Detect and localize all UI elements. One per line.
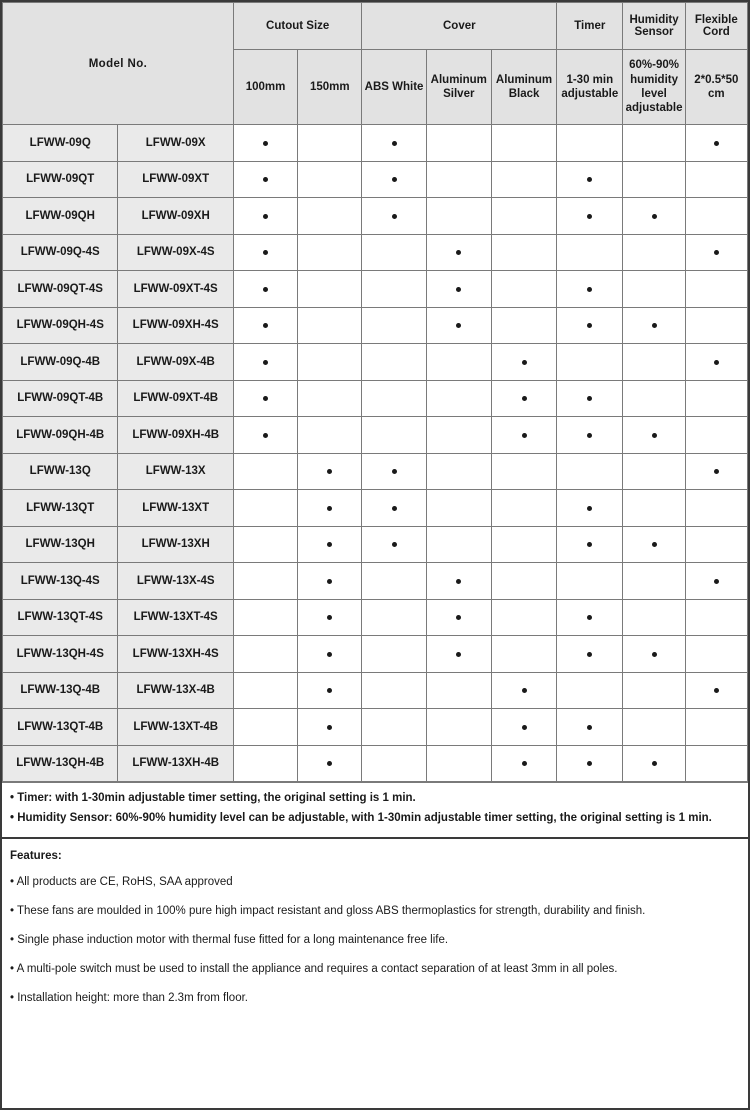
- feature-mark-cell: [491, 599, 556, 636]
- feature-mark-cell: [426, 198, 491, 235]
- feature-mark-cell: [491, 125, 556, 162]
- dot-icon: [392, 506, 397, 511]
- table-row: [3, 307, 748, 344]
- feature-mark-cell: [685, 453, 747, 490]
- feature-mark-cell: [557, 417, 623, 454]
- feature-mark-cell: [685, 490, 747, 527]
- model-code-secondary: LFWW-09X-4S: [118, 234, 233, 271]
- feature-mark-cell: [491, 745, 556, 782]
- feature-mark-cell: [685, 271, 747, 308]
- feature-mark-cell: [426, 161, 491, 198]
- dot-icon: [587, 214, 592, 219]
- feature-mark-cell: [491, 344, 556, 381]
- feature-mark-cell: [491, 453, 556, 490]
- feature-mark-cell: [623, 344, 685, 381]
- feature-mark-cell: [362, 672, 426, 709]
- feature-mark-cell: [685, 125, 747, 162]
- group-header-humidity-sensor: Humidity Sensor: [623, 3, 685, 50]
- feature-mark-cell: [623, 453, 685, 490]
- feature-mark-cell: [298, 161, 362, 198]
- table-body: [3, 125, 748, 782]
- feature-mark-cell: [233, 271, 297, 308]
- feature-mark-cell: [557, 307, 623, 344]
- model-no-header: Model No.: [3, 3, 234, 125]
- dot-icon: [587, 287, 592, 292]
- model-code-secondary: LFWW-13XH-4B: [118, 745, 233, 782]
- feature-mark-cell: [491, 526, 556, 563]
- dot-icon: [456, 652, 461, 657]
- feature-mark-cell: [685, 417, 747, 454]
- dot-icon: [587, 396, 592, 401]
- feature-mark-cell: [362, 380, 426, 417]
- feature-mark-cell: [362, 234, 426, 271]
- table-row: [3, 161, 748, 198]
- dot-icon: [263, 141, 268, 146]
- model-code-primary: LFWW-09QH-4B: [3, 417, 118, 454]
- feature-mark-cell: [623, 161, 685, 198]
- feature-mark-cell: [362, 526, 426, 563]
- specification-table: [2, 2, 748, 782]
- dot-icon: [392, 469, 397, 474]
- model-code-primary: LFWW-13Q: [3, 453, 118, 490]
- feature-mark-cell: [233, 599, 297, 636]
- feature-mark-cell: [685, 344, 747, 381]
- dot-icon: [456, 579, 461, 584]
- model-code-secondary: LFWW-09X: [118, 125, 233, 162]
- feature-mark-cell: [426, 526, 491, 563]
- feature-mark-cell: [557, 745, 623, 782]
- feature-mark-cell: [233, 672, 297, 709]
- dot-icon: [263, 323, 268, 328]
- dot-icon: [587, 615, 592, 620]
- feature-mark-cell: [623, 526, 685, 563]
- dot-icon: [327, 615, 332, 620]
- feature-mark-cell: [362, 198, 426, 235]
- feature-mark-cell: [557, 380, 623, 417]
- subheader-150mm: 150mm: [298, 50, 362, 125]
- feature-mark-cell: [298, 234, 362, 271]
- feature-mark-cell: [298, 344, 362, 381]
- feature-mark-cell: [491, 307, 556, 344]
- model-code-secondary: LFWW-13XH: [118, 526, 233, 563]
- feature-mark-cell: [557, 636, 623, 673]
- feature-item: • A multi-pole switch must be used to install the appliance and requires a contact separation of at least 3mm in all poles.: [10, 962, 618, 975]
- feature-mark-cell: [362, 271, 426, 308]
- feature-mark-cell: [298, 490, 362, 527]
- subheader-timer-range: 1-30 min adjustable: [557, 50, 623, 125]
- note-humidity-sensor: • Humidity Sensor: 60%-90% humidity level can be adjustable, with 1-30min adjustable timer setting, the original setting is 1 min.: [10, 812, 712, 825]
- feature-mark-cell: [685, 745, 747, 782]
- dot-icon: [327, 761, 332, 766]
- dot-icon: [587, 725, 592, 730]
- feature-mark-cell: [557, 490, 623, 527]
- dot-icon: [587, 761, 592, 766]
- subheader-abs-white: ABS White: [362, 50, 426, 125]
- dot-icon: [714, 579, 719, 584]
- model-code-primary: LFWW-13Q-4B: [3, 672, 118, 709]
- feature-mark-cell: [491, 198, 556, 235]
- dot-icon: [392, 542, 397, 547]
- feature-mark-cell: [426, 417, 491, 454]
- dot-icon: [263, 360, 268, 365]
- model-code-primary: LFWW-09QT-4S: [3, 271, 118, 308]
- model-code-primary: LFWW-13QT: [3, 490, 118, 527]
- dot-icon: [587, 652, 592, 657]
- feature-mark-cell: [557, 672, 623, 709]
- feature-mark-cell: [233, 125, 297, 162]
- header-group-row: [3, 3, 748, 50]
- model-code-secondary: LFWW-09XT-4S: [118, 271, 233, 308]
- feature-mark-cell: [623, 417, 685, 454]
- dot-icon: [522, 688, 527, 693]
- model-code-secondary: LFWW-13XT-4S: [118, 599, 233, 636]
- feature-mark-cell: [298, 307, 362, 344]
- feature-mark-cell: [298, 599, 362, 636]
- feature-mark-cell: [298, 271, 362, 308]
- feature-mark-cell: [298, 636, 362, 673]
- feature-mark-cell: [491, 161, 556, 198]
- note-timer: • Timer: with 1-30min adjustable timer setting, the original setting is 1 min.: [10, 792, 416, 804]
- subheader-humidity-range: 60%-90% humidity level adjustable: [623, 50, 685, 125]
- dot-icon: [456, 323, 461, 328]
- dot-icon: [327, 725, 332, 730]
- table-row: [3, 380, 748, 417]
- model-code-secondary: LFWW-13XT: [118, 490, 233, 527]
- feature-mark-cell: [685, 380, 747, 417]
- table-row: [3, 563, 748, 600]
- dot-icon: [652, 652, 657, 657]
- feature-item: • Single phase induction motor with thermal fuse fitted for a long maintenance free life.: [10, 933, 449, 946]
- model-code-secondary: LFWW-09XH: [118, 198, 233, 235]
- feature-mark-cell: [685, 563, 747, 600]
- feature-mark-cell: [491, 380, 556, 417]
- feature-mark-cell: [233, 453, 297, 490]
- feature-mark-cell: [298, 709, 362, 746]
- model-code-primary: LFWW-09Q: [3, 125, 118, 162]
- dot-icon: [522, 433, 527, 438]
- dot-icon: [456, 287, 461, 292]
- feature-mark-cell: [685, 709, 747, 746]
- feature-mark-cell: [233, 636, 297, 673]
- dot-icon: [263, 214, 268, 219]
- feature-mark-cell: [426, 672, 491, 709]
- feature-mark-cell: [623, 745, 685, 782]
- feature-mark-cell: [362, 745, 426, 782]
- feature-mark-cell: [298, 563, 362, 600]
- feature-mark-cell: [426, 599, 491, 636]
- dot-icon: [327, 688, 332, 693]
- group-header-flexible-cord: Flexible Cord: [685, 3, 747, 50]
- dot-icon: [652, 323, 657, 328]
- dot-icon: [327, 469, 332, 474]
- dot-icon: [392, 214, 397, 219]
- feature-mark-cell: [233, 490, 297, 527]
- dot-icon: [714, 469, 719, 474]
- feature-mark-cell: [623, 672, 685, 709]
- feature-mark-cell: [623, 125, 685, 162]
- dot-icon: [327, 579, 332, 584]
- feature-mark-cell: [557, 161, 623, 198]
- feature-mark-cell: [685, 526, 747, 563]
- table-row: [3, 745, 748, 782]
- table-row: [3, 271, 748, 308]
- dot-icon: [263, 287, 268, 292]
- model-code-secondary: LFWW-09XT-4B: [118, 380, 233, 417]
- model-code-primary: LFWW-09QT-4B: [3, 380, 118, 417]
- dot-icon: [263, 396, 268, 401]
- feature-mark-cell: [491, 271, 556, 308]
- feature-mark-cell: [685, 161, 747, 198]
- feature-mark-cell: [557, 271, 623, 308]
- feature-mark-cell: [491, 234, 556, 271]
- feature-mark-cell: [298, 672, 362, 709]
- feature-mark-cell: [233, 380, 297, 417]
- dot-icon: [263, 177, 268, 182]
- table-row: [3, 490, 748, 527]
- model-code-primary: LFWW-09QH: [3, 198, 118, 235]
- table-row: [3, 453, 748, 490]
- model-code-secondary: LFWW-09XH-4S: [118, 307, 233, 344]
- features-title: Features:: [10, 849, 62, 862]
- table-row: [3, 417, 748, 454]
- model-code-secondary: LFWW-09XT: [118, 161, 233, 198]
- feature-mark-cell: [233, 745, 297, 782]
- feature-mark-cell: [233, 709, 297, 746]
- feature-mark-cell: [623, 709, 685, 746]
- feature-mark-cell: [623, 234, 685, 271]
- model-code-primary: LFWW-13QH-4B: [3, 745, 118, 782]
- feature-mark-cell: [557, 599, 623, 636]
- dot-icon: [714, 250, 719, 255]
- feature-mark-cell: [362, 636, 426, 673]
- group-header-cutout-size: Cutout Size: [233, 3, 362, 50]
- dot-icon: [456, 615, 461, 620]
- feature-mark-cell: [685, 198, 747, 235]
- subheader-cord-size: 2*0.5*50 cm: [685, 50, 747, 125]
- feature-mark-cell: [426, 307, 491, 344]
- feature-mark-cell: [362, 344, 426, 381]
- feature-mark-cell: [233, 234, 297, 271]
- table-row: [3, 672, 748, 709]
- feature-item: • All products are CE, RoHS, SAA approved: [10, 876, 233, 889]
- model-code-secondary: LFWW-13XT-4B: [118, 709, 233, 746]
- feature-mark-cell: [362, 417, 426, 454]
- model-code-primary: LFWW-13Q-4S: [3, 563, 118, 600]
- feature-mark-cell: [362, 599, 426, 636]
- feature-mark-cell: [362, 453, 426, 490]
- dot-icon: [587, 177, 592, 182]
- feature-mark-cell: [623, 271, 685, 308]
- model-code-secondary: LFWW-13X-4S: [118, 563, 233, 600]
- group-header-cover: Cover: [362, 3, 557, 50]
- table-row: [3, 125, 748, 162]
- dot-icon: [263, 250, 268, 255]
- feature-mark-cell: [362, 563, 426, 600]
- subheader-aluminum-silver: Aluminum Silver: [426, 50, 491, 125]
- table-row: [3, 526, 748, 563]
- dot-icon: [392, 141, 397, 146]
- table-row: [3, 344, 748, 381]
- feature-mark-cell: [557, 709, 623, 746]
- feature-mark-cell: [623, 636, 685, 673]
- feature-mark-cell: [491, 709, 556, 746]
- feature-mark-cell: [623, 380, 685, 417]
- feature-mark-cell: [491, 417, 556, 454]
- dot-icon: [392, 177, 397, 182]
- feature-mark-cell: [557, 344, 623, 381]
- dot-icon: [587, 433, 592, 438]
- feature-mark-cell: [362, 125, 426, 162]
- feature-mark-cell: [298, 125, 362, 162]
- table-row: [3, 234, 748, 271]
- feature-mark-cell: [426, 380, 491, 417]
- feature-mark-cell: [426, 709, 491, 746]
- feature-mark-cell: [298, 526, 362, 563]
- feature-mark-cell: [623, 198, 685, 235]
- dot-icon: [714, 141, 719, 146]
- table-row: [3, 198, 748, 235]
- feature-mark-cell: [362, 490, 426, 527]
- dot-icon: [714, 360, 719, 365]
- feature-mark-cell: [685, 307, 747, 344]
- table-row: [3, 599, 748, 636]
- feature-mark-cell: [491, 636, 556, 673]
- feature-mark-cell: [362, 161, 426, 198]
- dot-icon: [714, 688, 719, 693]
- dot-icon: [456, 250, 461, 255]
- features-block: [2, 837, 748, 1109]
- feature-mark-cell: [298, 453, 362, 490]
- subheader-aluminum-black: Aluminum Black: [491, 50, 556, 125]
- feature-item: • Installation height: more than 2.3m from floor.: [10, 991, 248, 1004]
- feature-mark-cell: [685, 599, 747, 636]
- model-code-primary: LFWW-09Q-4S: [3, 234, 118, 271]
- dot-icon: [652, 433, 657, 438]
- feature-mark-cell: [233, 161, 297, 198]
- feature-mark-cell: [623, 599, 685, 636]
- feature-mark-cell: [362, 709, 426, 746]
- feature-mark-cell: [426, 344, 491, 381]
- feature-mark-cell: [233, 344, 297, 381]
- notes-block: [2, 782, 748, 837]
- feature-mark-cell: [557, 453, 623, 490]
- dot-icon: [652, 761, 657, 766]
- feature-mark-cell: [685, 234, 747, 271]
- feature-mark-cell: [623, 307, 685, 344]
- dot-icon: [522, 761, 527, 766]
- dot-icon: [587, 506, 592, 511]
- dot-icon: [587, 542, 592, 547]
- model-code-primary: LFWW-13QH-4S: [3, 636, 118, 673]
- model-code-primary: LFWW-09Q-4B: [3, 344, 118, 381]
- feature-mark-cell: [426, 636, 491, 673]
- dot-icon: [587, 323, 592, 328]
- model-code-secondary: LFWW-09XH-4B: [118, 417, 233, 454]
- dot-icon: [522, 396, 527, 401]
- feature-mark-cell: [233, 307, 297, 344]
- feature-mark-cell: [557, 563, 623, 600]
- dot-icon: [327, 652, 332, 657]
- feature-mark-cell: [298, 198, 362, 235]
- feature-mark-cell: [623, 563, 685, 600]
- dot-icon: [327, 506, 332, 511]
- feature-mark-cell: [557, 198, 623, 235]
- model-code-secondary: LFWW-13X-4B: [118, 672, 233, 709]
- feature-mark-cell: [623, 490, 685, 527]
- model-code-primary: LFWW-09QT: [3, 161, 118, 198]
- group-header-timer: Timer: [557, 3, 623, 50]
- table-row: [3, 709, 748, 746]
- dot-icon: [522, 725, 527, 730]
- model-code-secondary: LFWW-13XH-4S: [118, 636, 233, 673]
- feature-mark-cell: [298, 380, 362, 417]
- feature-mark-cell: [298, 417, 362, 454]
- model-code-primary: LFWW-13QH: [3, 526, 118, 563]
- model-code-secondary: LFWW-09X-4B: [118, 344, 233, 381]
- feature-mark-cell: [233, 563, 297, 600]
- feature-mark-cell: [233, 198, 297, 235]
- feature-mark-cell: [685, 672, 747, 709]
- model-code-primary: LFWW-13QT-4B: [3, 709, 118, 746]
- feature-mark-cell: [426, 490, 491, 527]
- feature-mark-cell: [362, 307, 426, 344]
- feature-mark-cell: [557, 125, 623, 162]
- model-code-secondary: LFWW-13X: [118, 453, 233, 490]
- feature-mark-cell: [685, 636, 747, 673]
- dot-icon: [652, 542, 657, 547]
- feature-mark-cell: [557, 234, 623, 271]
- feature-mark-cell: [298, 745, 362, 782]
- feature-mark-cell: [233, 526, 297, 563]
- feature-mark-cell: [233, 417, 297, 454]
- model-code-primary: LFWW-09QH-4S: [3, 307, 118, 344]
- subheader-100mm: 100mm: [233, 50, 297, 125]
- feature-mark-cell: [426, 745, 491, 782]
- model-code-primary: LFWW-13QT-4S: [3, 599, 118, 636]
- feature-mark-cell: [557, 526, 623, 563]
- feature-mark-cell: [426, 453, 491, 490]
- feature-item: • These fans are moulded in 100% pure high impact resistant and gloss ABS thermoplastics for strength, durability and finish.: [10, 905, 646, 918]
- feature-mark-cell: [426, 234, 491, 271]
- dot-icon: [522, 360, 527, 365]
- table-header: [3, 3, 748, 125]
- table-row: [3, 636, 748, 673]
- feature-mark-cell: [491, 490, 556, 527]
- dot-icon: [652, 214, 657, 219]
- feature-mark-cell: [426, 271, 491, 308]
- dot-icon: [327, 542, 332, 547]
- dot-icon: [263, 433, 268, 438]
- feature-mark-cell: [491, 672, 556, 709]
- feature-mark-cell: [491, 563, 556, 600]
- feature-mark-cell: [426, 125, 491, 162]
- feature-mark-cell: [426, 563, 491, 600]
